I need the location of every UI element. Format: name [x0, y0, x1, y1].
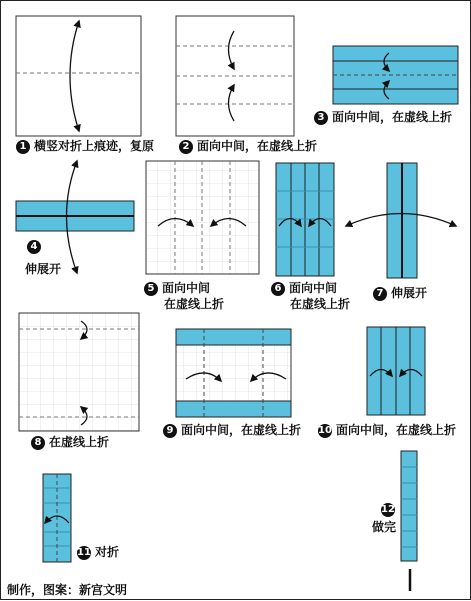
- step-2-text: 面向中间，在虚线上折: [197, 139, 318, 153]
- step-10-label: [318, 422, 456, 438]
- step-10-diagram: [367, 327, 425, 415]
- step-2-number: 2: [179, 140, 193, 154]
- step-1-number: 1: [16, 140, 30, 154]
- step-11-label: [77, 544, 119, 560]
- step-12-diagram: [401, 451, 417, 591]
- step-10-text: 面向中间，在虚线上折: [336, 423, 457, 437]
- step-9-label: [163, 422, 301, 438]
- step-9-number: 9: [163, 424, 177, 438]
- step-12-number: 12: [381, 503, 395, 515]
- step-6-number: 6: [271, 282, 285, 296]
- step-4-text: 伸展开: [25, 262, 62, 276]
- fold-diagram-svg: [1, 1, 471, 601]
- step-7-number: 7: [373, 287, 387, 301]
- step-5-text: 面向中间: [162, 281, 211, 295]
- step-7-text: 伸展开: [391, 286, 428, 300]
- step-5-text2: 在虚线上折: [164, 297, 225, 311]
- step-8-text: 在虚线上折: [49, 435, 110, 449]
- step-7-diagram: [346, 163, 456, 278]
- step-5-number: 5: [144, 282, 158, 296]
- step-6-diagram: [276, 163, 334, 276]
- step-4-diagram: [16, 161, 134, 273]
- step-9-diagram: [176, 329, 291, 417]
- step-11-number: 11: [77, 546, 91, 558]
- step-8-label: [31, 434, 109, 450]
- step-11-text: 对折: [95, 545, 120, 559]
- credit-line: 制作，图案：新宫文明: [7, 583, 128, 597]
- step-6-label: [271, 280, 337, 296]
- step-4-number-label: [27, 238, 45, 254]
- step-9-text: 面向中间，在虚线上折: [181, 423, 302, 437]
- step-6-text: 面向中间: [289, 281, 338, 295]
- step-8-number: 8: [31, 436, 45, 450]
- step-6-text2: 在虚线上折: [290, 297, 351, 311]
- step-3-text: 面向中间，在虚线上折: [332, 110, 453, 124]
- step-4-number: 4: [27, 240, 41, 254]
- step-3-number: 3: [314, 111, 328, 125]
- step-5-diagram: [146, 161, 259, 274]
- step-12-text: 做完: [372, 520, 397, 534]
- step-5-label: [144, 280, 210, 296]
- step-10-number: 10: [318, 424, 332, 436]
- step-12-number-label: [381, 501, 399, 517]
- step-3-label: [314, 109, 452, 125]
- step-2-diagram: [176, 16, 294, 136]
- step-8-diagram: [19, 313, 139, 431]
- step-2-label: [179, 138, 317, 154]
- step-3-diagram: [333, 46, 458, 104]
- step-1-diagram: [16, 16, 141, 136]
- step-1-label: [16, 138, 154, 154]
- step-1-text: 横竖对折上痕迹，复原: [34, 139, 155, 153]
- step-7-label: [373, 285, 427, 301]
- step-11-diagram: [43, 474, 71, 562]
